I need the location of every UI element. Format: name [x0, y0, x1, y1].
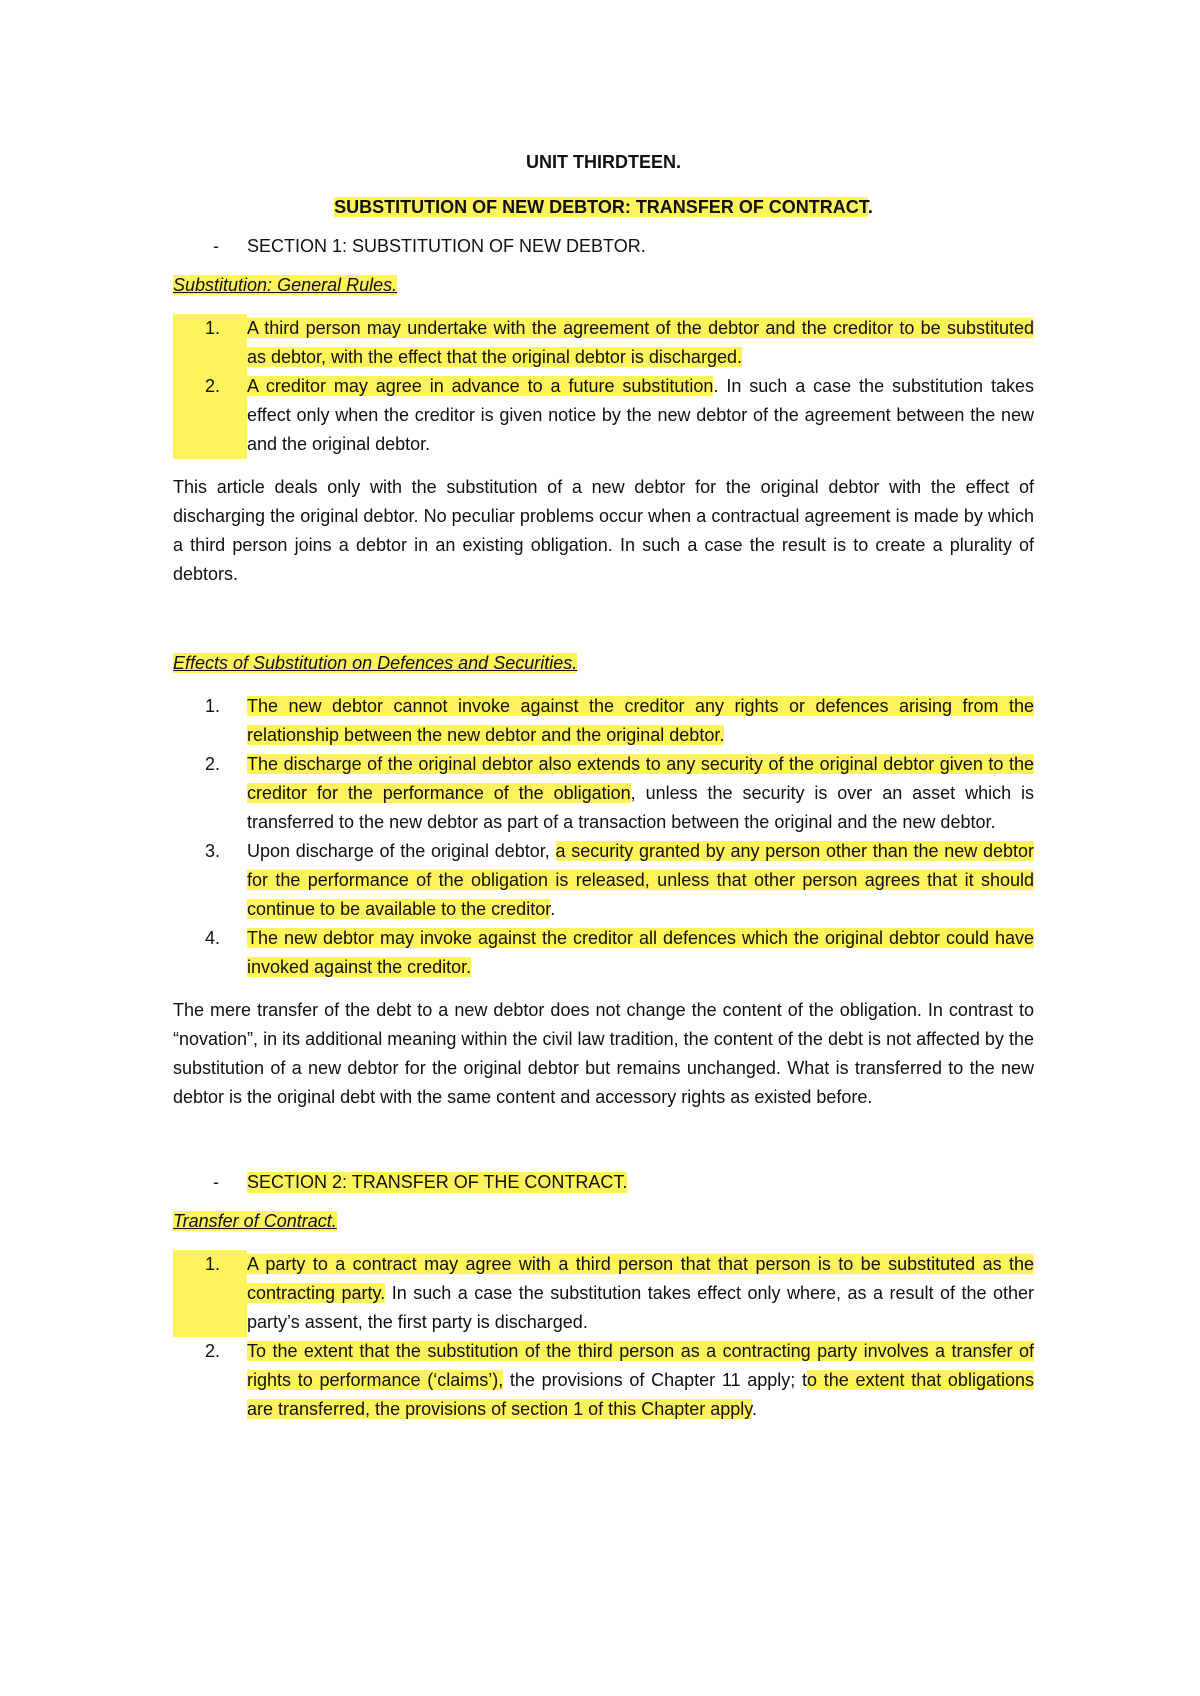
highlighted-text: The discharge of the original debtor also extends to any security of the original debtor given to the creditor for the performance of the obligation — [247, 754, 1034, 803]
plain-text: Upon discharge of the original debtor, — [247, 841, 556, 861]
section-dash: - — [213, 1172, 219, 1192]
plain-text: . — [550, 899, 556, 919]
effects-heading — [173, 649, 1034, 678]
highlighted-text: The new debtor cannot invoke against the creditor any rights or defences arising from the relationship between the new debtor and the original debtor. — [247, 696, 1034, 745]
list-text — [247, 750, 1034, 837]
transfer-heading-text: Transfer of Contract. — [173, 1211, 337, 1231]
unit-subtitle-text: SUBSTITUTION OF NEW DEBTOR: TRANSFER OF CONTRACT — [334, 197, 868, 217]
effects-paragraph: The mere transfer of the debt to a new debtor does not change the content of the obligation. In contrast to “novation”, in its additional meaning within the civil law tradition, the content of the debt is not affected by the substitution of a new debtor for the original debtor but remains unchanged. What is transferred to the new debtor is the original debt with the same content and accessory rights as existed before. — [173, 1000, 1034, 1107]
list-number: 1. — [205, 696, 221, 716]
list-text — [247, 372, 1034, 459]
plain-text: the provisions of Chapter 11 apply; t — [503, 1370, 807, 1390]
highlighted-text: A party to a contract may agree with a third person that that person is to be substituted as the contracting party. — [247, 1254, 1034, 1303]
list-item — [173, 750, 1034, 837]
list-text — [247, 1337, 1034, 1424]
unit-subtitle — [173, 193, 1034, 222]
list-number: 3. — [205, 841, 221, 861]
plain-text: , unless the security is over an asset which is transferred to the new debtor as part of a transaction between the original and the new debtor. — [247, 783, 1034, 832]
list-item — [173, 837, 1034, 924]
highlighted-text: A third person may undertake with the agreement of the debtor and the creditor to be substituted as debtor, with the effect that the original debtor is discharged. — [247, 318, 1034, 367]
substitution-heading-text: Substitution: General Rules. — [173, 275, 398, 295]
list-text — [247, 692, 1034, 750]
effects-heading-text: Effects of Substitution on Defences and Securities. — [173, 653, 578, 673]
plain-text: . In such a case the substitution takes effect only when the creditor is given notice by the new debtor of the agreement between the new and the original debtor. — [247, 376, 1034, 454]
list-text — [247, 924, 1034, 982]
effects-rules-list — [173, 692, 1034, 982]
highlighted-text: a security granted by any person other than the new debtor for the performance of the obligation is released, unless that other person agrees that it should continue to be available to the creditor — [247, 841, 1034, 919]
list-text — [247, 314, 1034, 372]
list-number: 2. — [173, 372, 247, 459]
list-item — [173, 692, 1034, 750]
list-number: 1. — [173, 314, 247, 372]
section-dash: - — [213, 236, 219, 256]
substitution-heading — [173, 271, 1034, 300]
list-text — [247, 1250, 1034, 1337]
spacer — [173, 1112, 1034, 1172]
transfer-rules-list — [173, 1250, 1034, 1424]
section-1-label: SECTION 1: SUBSTITUTION OF NEW DEBTOR. — [247, 236, 646, 256]
list-number: 2. — [205, 754, 221, 774]
highlighted-text: o the extent that obligations are transferred, the provisions of section 1 of this Chapter apply — [247, 1370, 1034, 1419]
section-2-label: SECTION 2: TRANSFER OF THE CONTRACT. — [247, 1172, 628, 1192]
highlighted-text: The new debtor may invoke against the creditor all defences which the original debtor could have invoked against the creditor. — [247, 928, 1034, 977]
plain-text: . — [751, 1399, 757, 1419]
list-text — [247, 837, 1034, 924]
list-number: 2. — [205, 1341, 221, 1361]
section-1-heading — [173, 236, 1034, 257]
substitution-paragraph: This article deals only with the substitution of a new debtor for the original debtor with the effect of discharging the original debtor. No peculiar problems occur when a contractual agreement is made by which a third person joins a debtor in an existing obligation. In such a case the result is to create a plurality of debtors. — [173, 477, 1034, 584]
list-item — [173, 314, 1034, 372]
spacer — [173, 589, 1034, 649]
unit-title: UNIT THIRDTEEN. — [526, 152, 681, 172]
highlighted-text: To the extent that the substitution of the third person as a contracting party involves a transfer of rights to performance (‘claims’), — [247, 1341, 1034, 1390]
list-item — [173, 1337, 1034, 1424]
highlighted-text: A creditor may agree in advance to a future substitution — [247, 376, 714, 396]
substitution-rules-list — [173, 314, 1034, 459]
list-item — [173, 1250, 1034, 1337]
transfer-heading — [173, 1207, 1034, 1236]
list-item — [173, 372, 1034, 459]
plain-text: In such a case the substitution takes effect only where, as a result of the other party’s assent, the first party is discharged. — [247, 1283, 1034, 1332]
unit-subtitle-end: . — [867, 197, 873, 217]
list-item — [173, 924, 1034, 982]
section-2-heading — [173, 1172, 1034, 1193]
list-number: 4. — [205, 928, 221, 948]
list-number: 1. — [173, 1250, 247, 1337]
